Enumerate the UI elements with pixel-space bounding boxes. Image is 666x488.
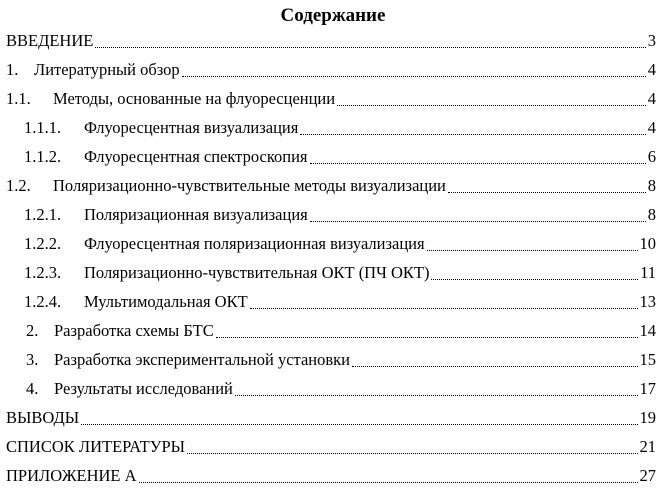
toc-entry-page: 4 [647,118,656,137]
toc-entry-number: 1.1.1. [24,118,62,137]
dot-leader [81,424,637,425]
toc-entry-1-1-2[interactable] [24,145,656,169]
toc-entry-1-2-1[interactable] [24,203,656,227]
toc-entry-page: 27 [639,466,656,485]
toc-entry-1[interactable] [6,58,656,82]
toc-entry-2[interactable] [26,319,656,343]
toc-entry-1-2[interactable] [6,174,656,198]
dot-leader [310,221,646,222]
dot-leader [427,250,638,251]
toc-entry-label: ВВЕДЕНИЕ [6,31,94,50]
toc-entry-label: Поляризационно-чувствительные методы визуализации [53,176,446,195]
toc-entry-page: 8 [647,176,656,195]
toc-entry-page: 3 [647,31,656,50]
toc-entry-4[interactable] [26,377,656,401]
dot-leader [139,482,638,483]
toc-entry-label: Поляризационная визуализация [84,205,308,224]
toc-entry-number: 1.1.2. [24,147,62,166]
toc-entry-label: Результаты исследований [54,379,233,398]
toc-entry-1-2-3[interactable] [24,261,656,285]
dot-leader [431,279,638,280]
dot-leader [448,192,646,193]
toc-entry-page: 21 [639,437,656,456]
toc-entry-references[interactable] [6,435,656,459]
toc-entry-1-1-1[interactable] [24,116,656,140]
dot-leader [216,337,638,338]
toc-entry-label: Разработка схемы БТС [54,321,214,340]
toc-entry-page: 17 [639,379,656,398]
toc-entry-page: 14 [639,321,656,340]
toc-title: Содержание [280,5,386,26]
dot-leader [95,47,645,48]
toc-entry-conclusions[interactable] [6,406,656,430]
dot-leader [310,163,646,164]
toc-entry-appendix-a[interactable] [6,464,656,488]
toc-entry-page: 8 [647,205,656,224]
toc-entry-page: 15 [639,350,656,369]
toc-entry-page: 4 [647,89,656,108]
toc-entry-number: 4. [26,379,39,398]
dot-leader [250,308,638,309]
dot-leader [337,105,646,106]
toc-entry-page: 11 [640,263,656,282]
toc-entry-number: 1. [6,60,19,79]
dot-leader [235,395,638,396]
toc-entry-label: Литературный обзор [34,60,180,79]
toc-entry-number: 1.2.1. [24,205,62,224]
toc-entry-number: 1.2.3. [24,263,62,282]
toc-entry-label: Флуоресцентная поляризационная визуализация [84,234,425,253]
toc-entry-page: 6 [647,147,656,166]
toc-entry-label: Поляризационно-чувствительная ОКТ (ПЧ ОКТ) [84,263,430,282]
toc-entry-1-2-4[interactable] [24,290,656,314]
toc-entry-introduction[interactable] [6,29,656,53]
toc-entry-page: 19 [639,408,656,427]
toc-entry-number: 2. [26,321,39,340]
toc-entry-label: Мультимодальная ОКТ [84,292,248,311]
toc-entry-number: 1.2.2. [24,234,62,253]
toc-entry-3[interactable] [26,348,656,372]
toc-entry-number: 3. [26,350,39,369]
dot-leader [352,366,638,367]
toc-entry-label: Методы, основанные на флуоресценции [53,89,336,108]
toc-entry-label: Разработка экспериментальной установки [54,350,350,369]
dot-leader [187,453,637,454]
toc-entry-label: ПРИЛОЖЕНИЕ А [6,466,137,485]
toc-entry-number: 1.1. [6,89,31,108]
toc-entry-label: ВЫВОДЫ [6,408,80,427]
toc-entry-number: 1.2. [6,176,31,195]
toc-entry-page: 13 [639,292,656,311]
dot-leader [182,76,646,77]
toc-entry-page: 4 [647,60,656,79]
toc-entry-label: Флуоресцентная визуализация [84,118,299,137]
toc-entry-page: 10 [639,234,656,253]
toc-entry-number: 1.2.4. [24,292,62,311]
toc-entry-label: Флуоресцентная спектроскопия [84,147,308,166]
toc-entry-1-1[interactable] [6,87,656,111]
dot-leader [300,134,645,135]
toc-entry-1-2-2[interactable] [24,232,656,256]
toc-entry-label: СПИСОК ЛИТЕРАТУРЫ [6,437,186,456]
